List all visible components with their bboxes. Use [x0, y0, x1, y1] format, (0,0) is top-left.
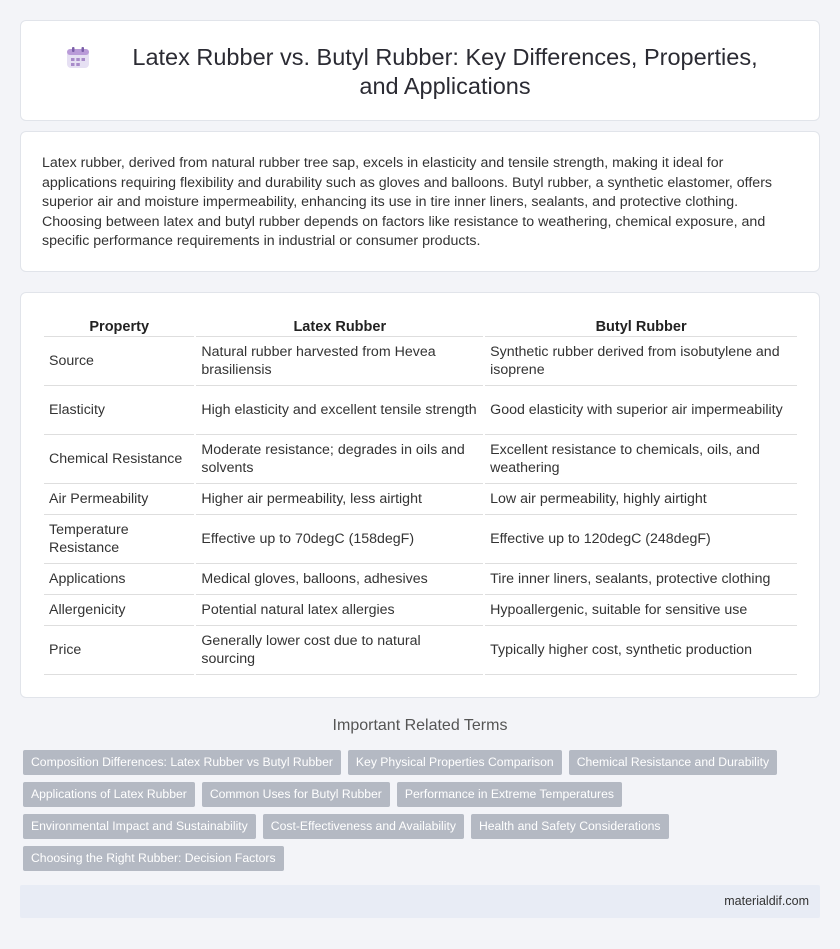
footer: [20, 885, 820, 918]
table-cell: Temperature Resistance: [44, 515, 194, 564]
table-header-row: [44, 315, 797, 337]
related-term-tag[interactable]: Health and Safety Considerations: [471, 814, 669, 839]
table-cell: Chemical Resistance: [44, 435, 194, 484]
related-term-tag[interactable]: Composition Differences: Latex Rubber vs Butyl Rubber: [23, 750, 341, 775]
related-term-tag[interactable]: Performance in Extreme Temperatures: [397, 782, 622, 807]
related-terms-title: Important Related Terms: [332, 717, 508, 734]
table-cell: Effective up to 70degC (158degF): [196, 515, 483, 564]
header-butyl: Butyl Rubber: [485, 315, 797, 337]
intro-paragraph: Latex rubber, derived from natural rubber tree sap, excels in elasticity and tensile strength, making it ideal for applications requiring flexibility and durability such as gloves and balloons. Butyl rubber, a synthetic elastomer, offers superior air and moisture impermeability, enhancing its use in tire inner liners, sealants, and protective clothing. Choosing between latex and butyl rubber depends on factors like resistance to weathering, chemical exposure, and specific performance requirements in industrial or consumer products.: [42, 155, 773, 249]
comparison-table: [42, 315, 799, 675]
header-property: Property: [44, 315, 194, 337]
table-cell: Medical gloves, balloons, adhesives: [196, 564, 483, 595]
table-cell: High elasticity and excellent tensile strength: [196, 386, 483, 435]
related-term-tag[interactable]: Chemical Resistance and Durability: [569, 750, 777, 775]
table-cell: Excellent resistance to chemicals, oils, and weathering: [485, 435, 797, 484]
table-cell: Good elasticity with superior air impermeability: [485, 386, 797, 435]
footer-site-link[interactable]: materialdif.com: [724, 894, 809, 908]
table-row: [44, 564, 797, 595]
related-term-tag[interactable]: Choosing the Right Rubber: Decision Factors: [23, 846, 284, 871]
table-cell: Moderate resistance; degrades in oils and solvents: [196, 435, 483, 484]
table-row: [44, 435, 797, 484]
table-row: [44, 386, 797, 435]
related-terms-list: [23, 750, 803, 878]
comparison-table-card: [20, 292, 820, 698]
table-cell: Low air permeability, highly airtight: [485, 484, 797, 515]
title-card: [20, 20, 820, 121]
header-latex: Latex Rubber: [196, 315, 483, 337]
table-cell: Effective up to 120degC (248degF): [485, 515, 797, 564]
table-row: [44, 595, 797, 626]
table-cell: Hypoallergenic, suitable for sensitive use: [485, 595, 797, 626]
table-cell: Price: [44, 626, 194, 675]
related-term-tag[interactable]: Applications of Latex Rubber: [23, 782, 195, 807]
table-cell: Allergenicity: [44, 595, 194, 626]
table-cell: Elasticity: [44, 386, 194, 435]
page-title: Latex Rubber vs. Butyl Rubber: Key Differences, Properties, and Applications: [132, 44, 758, 99]
table-cell: Synthetic rubber derived from isobutylene and isoprene: [485, 337, 797, 386]
table-cell: Source: [44, 337, 194, 386]
table-cell: Tire inner liners, sealants, protective clothing: [485, 564, 797, 595]
related-term-tag[interactable]: Common Uses for Butyl Rubber: [202, 782, 390, 807]
table-row: [44, 484, 797, 515]
table-cell: Typically higher cost, synthetic production: [485, 626, 797, 675]
table-row: [44, 626, 797, 675]
table-cell: Applications: [44, 564, 194, 595]
table-cell: Potential natural latex allergies: [196, 595, 483, 626]
table-cell: Higher air permeability, less airtight: [196, 484, 483, 515]
table-cell: Air Permeability: [44, 484, 194, 515]
table-cell: Natural rubber harvested from Hevea brasiliensis: [196, 337, 483, 386]
table-cell: Generally lower cost due to natural sourcing: [196, 626, 483, 675]
related-term-tag[interactable]: Cost-Effectiveness and Availability: [263, 814, 464, 839]
related-term-tag[interactable]: Key Physical Properties Comparison: [348, 750, 562, 775]
table-row: [44, 515, 797, 564]
related-term-tag[interactable]: Environmental Impact and Sustainability: [23, 814, 256, 839]
intro-card: [20, 131, 820, 272]
table-row: [44, 337, 797, 386]
